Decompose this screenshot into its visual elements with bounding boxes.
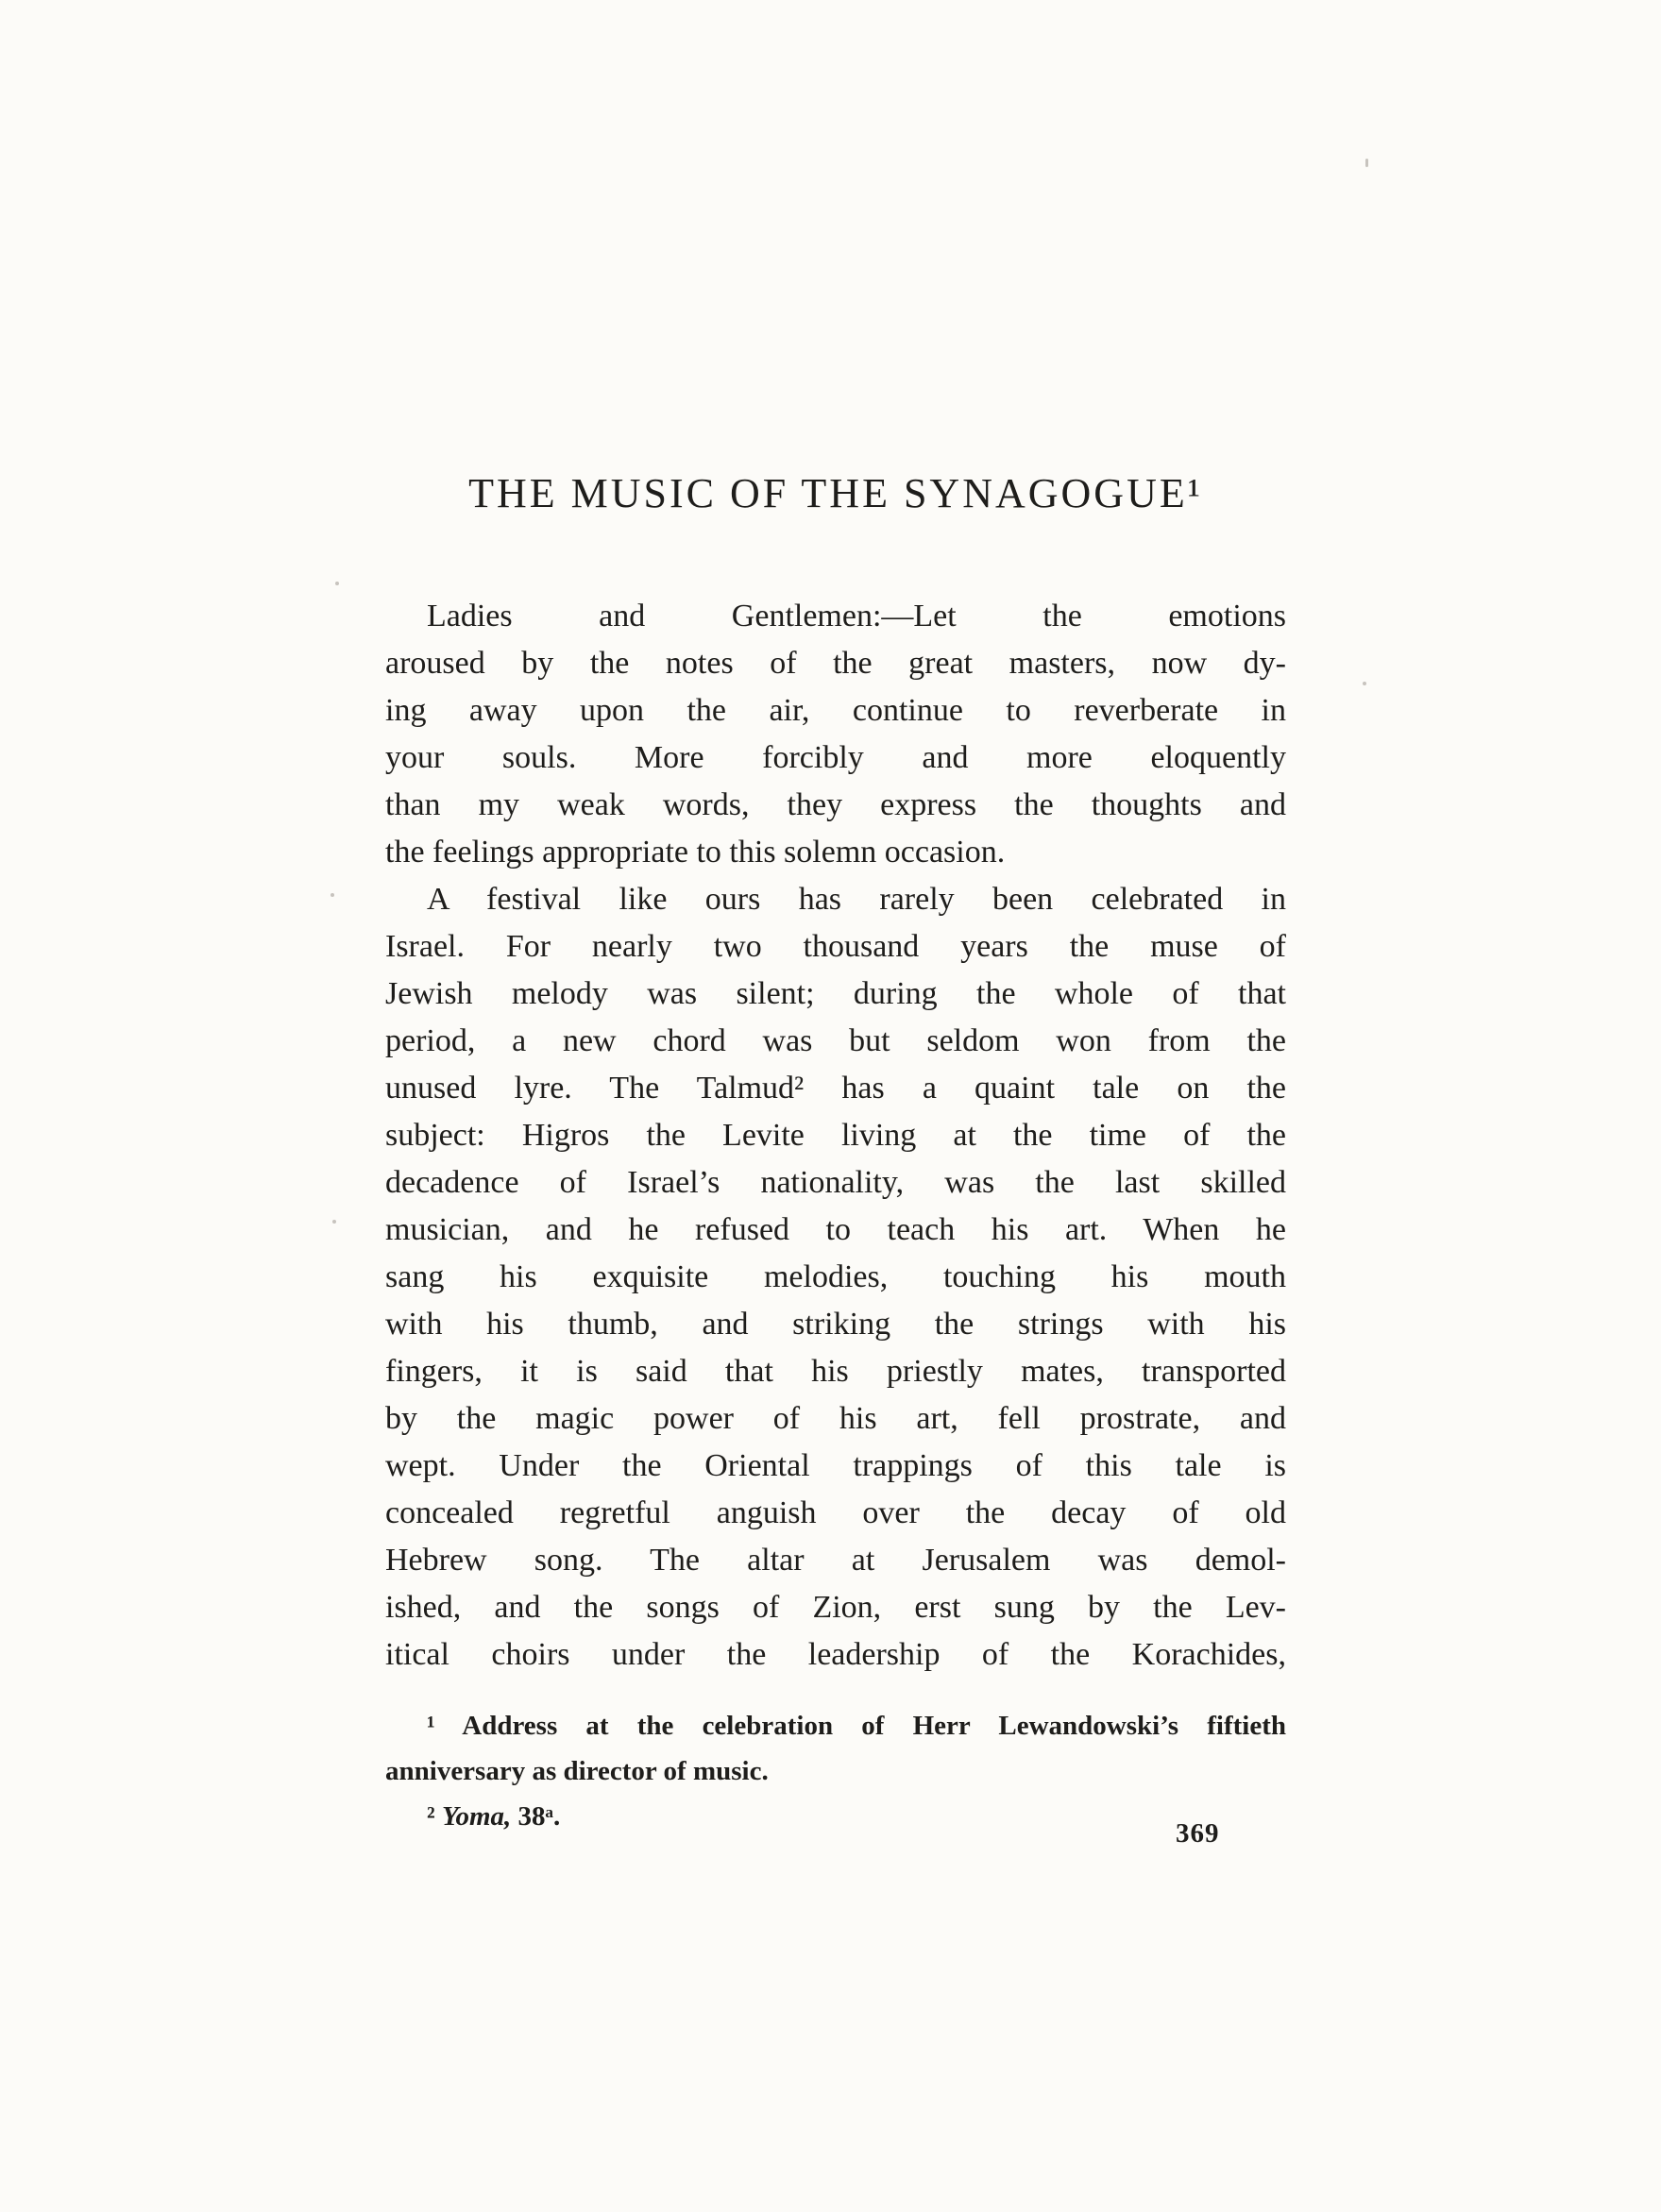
text-line: with his thumb, and striking the strings with his: [385, 1307, 1286, 1342]
scan-speck: [331, 893, 334, 897]
text-line: ¹ Address at the celebration of Herr Lewandowski’s fiftieth: [427, 1711, 1286, 1741]
page-number: 369: [1176, 1818, 1220, 1849]
footnote-1: [385, 1703, 1286, 1794]
text-line: Ladies and Gentlemen:—Let the emotions: [427, 599, 1286, 633]
text-line: than my weak words, they express the thoughts and: [385, 787, 1286, 822]
text-line: Israel. For nearly two thousand years the muse of: [385, 929, 1286, 964]
text-line: Jewish melody was silent; during the whole of that: [385, 976, 1286, 1011]
page-title: THE MUSIC OF THE SYNAGOGUE¹: [468, 470, 1203, 516]
footnote-marker: ²: [427, 1801, 442, 1832]
scan-speck: [335, 582, 339, 585]
text-line: subject: Higros the Levite living at the time of the: [385, 1118, 1286, 1153]
text-line: sang his exquisite melodies, touching his mouth: [385, 1259, 1286, 1294]
text-line: aroused by the notes of the great masters, now dy-: [385, 646, 1286, 681]
footnote-work-title: Yoma,: [441, 1801, 512, 1832]
footnote-reference: 38ᵃ.: [511, 1801, 561, 1832]
text-line: A festival like ours has rarely been celebrated in: [427, 882, 1286, 917]
text-line: fingers, it is said that his priestly mates, transported: [385, 1354, 1286, 1389]
text-line: your souls. More forcibly and more eloquently: [385, 740, 1286, 775]
scan-speck: [332, 1220, 336, 1224]
text-line: wept. Under the Oriental trappings of this tale is: [385, 1448, 1286, 1483]
scan-mark: [1365, 159, 1368, 167]
footnotes: [385, 1703, 1286, 1839]
text-line: itical choirs under the leadership of the Korachides,: [385, 1637, 1286, 1672]
text-column: [385, 470, 1286, 1839]
text-line: concealed regretful anguish over the decay of old: [385, 1495, 1286, 1530]
text-line: unused lyre. The Talmud² has a quaint tale on the: [385, 1071, 1286, 1106]
text-line: ing away upon the air, continue to reverberate in: [385, 693, 1286, 728]
scan-speck: [1363, 682, 1366, 685]
text-line: decadence of Israel’s nationality, was the last skilled: [385, 1165, 1286, 1200]
text-line: by the magic power of his art, fell prostrate, and: [385, 1401, 1286, 1436]
text-line: musician, and he refused to teach his art. When he: [385, 1212, 1286, 1247]
text-line: anniversary as director of music.: [385, 1756, 769, 1786]
text-line: ished, and the songs of Zion, erst sung by the Lev-: [385, 1590, 1286, 1625]
text-line: period, a new chord was but seldom won from the: [385, 1023, 1286, 1058]
text-line: the feelings appropriate to this solemn occasion.: [385, 835, 1006, 870]
footnote-2: [385, 1794, 1286, 1839]
body-text: [385, 593, 1286, 1679]
text-line: Hebrew song. The altar at Jerusalem was demol-: [385, 1543, 1286, 1578]
